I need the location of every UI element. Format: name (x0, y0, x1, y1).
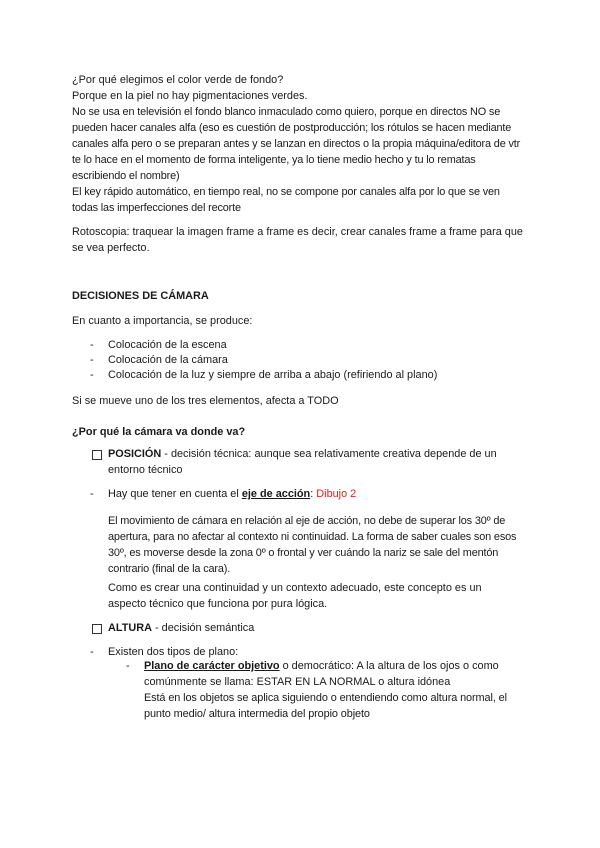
eje-item (108, 486, 356, 502)
altura-item (108, 620, 254, 636)
plano-objetivo-text: o democrático: A la altura de los ojos o como comúnmente se llama: ESTAR EN LA NORMAL o altura idónea (144, 660, 499, 688)
intro-paragraph-canales: No se usa en televisión el fondo blanco inmaculado como quiero, porque en directos NO se pueden hacer canales alfa (eso es cuestión de postproducción; los rótulos se hacen mediante canales alfa pero o se preparan antes y se lanzan en directos o la propia máquina/editora de vtr te lo hace en el momento de forma inteligente, ya lo tiene medio hecho y tu lo rematas escribiendo el nombre) (72, 106, 521, 182)
list-item: Colocación de la escena (108, 339, 227, 351)
intro-paragraph-rotoscopia: Rotoscopia: traquear la imagen frame a frame es decir, crear canales frame a frame para que se vea perfecto. (72, 226, 523, 254)
eje-colon: : (310, 488, 317, 500)
posicion-item (108, 446, 518, 478)
plano-objetivo-label: Plano de carácter objetivo (144, 660, 280, 672)
section-lead: En cuanto a importancia, se produce: (72, 315, 253, 327)
bullet-dash: - (90, 488, 94, 500)
eje-paragraph-1: El movimiento de cámara en relación al eje de acción, no debe de superar los 30º de apertura, para no afectar al contexto ni continuidad. La forma de saber cuales son esos 30º, es moverse desde la zona 0º o frontal y ver cuándo la nariz se sale del mentón contrario (final de la cara). (108, 515, 517, 575)
section-question: ¿Por qué la cámara va donde va? (72, 426, 246, 438)
intro-paragraph-key: El key rápido automático, en tiempo real, no se compone por canales alfa por lo que se ven todas las imperfecciones del recorte (72, 186, 500, 214)
plano-objetivo-item (144, 658, 522, 690)
bullet-dash: - (90, 646, 94, 658)
intro-line-2: Porque en la piel no hay pigmentaciones verdes. (72, 90, 308, 102)
eje-de-accion: eje de acción (241, 488, 311, 500)
altura-label: ALTURA (108, 622, 152, 634)
posicion-label: POSICIÓN (108, 448, 162, 460)
checkbox-altura[interactable] (92, 624, 102, 634)
bullet-dash: - (90, 339, 94, 351)
list-item: Colocación de la luz y siempre de arriba a abajo (refiriendo al plano) (108, 369, 438, 381)
section-after-list: Si se mueve uno de los tres elementos, afecta a TODO (72, 395, 339, 407)
altura-text: - decisión semántica (151, 622, 255, 634)
posicion-text: - decisión técnica: aunque sea relativamente creativa depende de un entorno técnico (108, 448, 497, 476)
bullet-dash: - (90, 354, 94, 366)
bullet-dash: - (90, 369, 94, 381)
section-heading: DECISIONES DE CÁMARA (72, 290, 209, 302)
list-item: Colocación de la cámara (108, 354, 228, 366)
eje-pre: Hay que tener en cuenta el (108, 488, 242, 500)
intro-line-1: ¿Por qué elegimos el color verde de fondo? (72, 74, 284, 86)
tipos-plano: Existen dos tipos de plano: (108, 646, 239, 658)
bullet-dash: - (126, 660, 130, 672)
dibujo-2-link: Dibujo 2 (316, 488, 357, 500)
eje-paragraph-2: Como es crear una continuidad y un contexto adecuado, este concepto es un aspecto técnico que funciona por pura lógica. (108, 582, 482, 610)
checkbox-posicion[interactable] (92, 450, 102, 460)
plano-objetivo-paragraph: Está en los objetos se aplica siguiendo o entendiendo como altura normal, el punto medio/ altura intermedia del propio objeto (144, 692, 507, 720)
